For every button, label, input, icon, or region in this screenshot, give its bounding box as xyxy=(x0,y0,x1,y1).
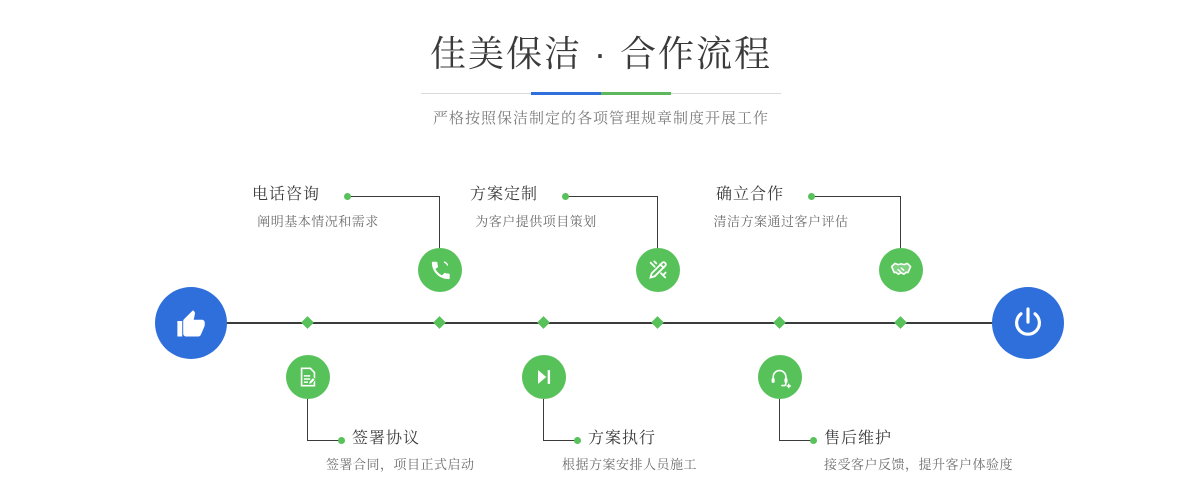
step-marker-6 xyxy=(773,316,786,329)
step-dot-2 xyxy=(338,437,345,444)
step-desc-6: 接受客户反馈，提升客户体验度 xyxy=(824,457,1014,472)
step-label-3 xyxy=(448,184,560,206)
step-connector-6-horizontal xyxy=(779,440,813,441)
power-icon xyxy=(1010,305,1046,341)
step-desc-wrap-3 xyxy=(406,210,666,232)
divider-accent-blue xyxy=(531,92,601,95)
step-desc-5: 清洁方案通过客户评估 xyxy=(713,214,849,229)
step-marker-3 xyxy=(651,316,664,329)
step-label-5 xyxy=(694,184,806,206)
step-icon-4 xyxy=(522,355,566,399)
step-dot-3 xyxy=(562,193,569,200)
step-title-6: 售后维护 xyxy=(824,430,893,447)
handshake-icon xyxy=(889,258,913,282)
step-dot-5 xyxy=(808,193,815,200)
step-desc-3: 为客户提供项目策划 xyxy=(475,214,597,229)
phone-ring-icon xyxy=(428,258,452,282)
page-header xyxy=(0,30,1202,128)
step-marker-1 xyxy=(433,316,446,329)
step-connector-6-vertical xyxy=(779,399,780,440)
step-marker-2 xyxy=(301,316,314,329)
step-title-3: 方案定制 xyxy=(469,186,538,203)
step-title-5: 确立合作 xyxy=(715,186,784,203)
step-desc-wrap-5 xyxy=(646,210,916,232)
step-icon-5 xyxy=(879,248,923,292)
title-divider xyxy=(421,92,781,95)
timeline-end-node xyxy=(992,287,1064,359)
step-title-2: 签署协议 xyxy=(352,430,421,447)
step-label-2 xyxy=(352,428,472,450)
page-subtitle: 严格按照保洁制定的各项管理规章制度开展工作 xyxy=(432,110,769,127)
step-label-6 xyxy=(824,428,944,450)
step-title-4: 方案执行 xyxy=(588,430,657,447)
step-dot-1 xyxy=(344,193,351,200)
pencil-ruler-icon xyxy=(646,258,670,282)
step-desc-wrap-2 xyxy=(326,453,546,475)
page-title: 佳美保洁 · 合作流程 xyxy=(430,33,772,74)
step-marker-4 xyxy=(537,316,550,329)
step-connector-5-horizontal xyxy=(812,196,900,197)
step-marker-5 xyxy=(894,316,907,329)
step-desc-2: 签署合同，项目正式启动 xyxy=(326,457,475,472)
step-title-1: 电话咨询 xyxy=(251,186,320,203)
step-dot-4 xyxy=(574,437,581,444)
step-connector-2-horizontal xyxy=(307,440,341,441)
step-icon-3 xyxy=(636,248,680,292)
step-connector-3-horizontal xyxy=(566,196,657,197)
step-desc-1: 阐明基本情况和需求 xyxy=(257,214,379,229)
timeline xyxy=(0,150,1202,502)
step-label-1 xyxy=(230,184,342,206)
step-connector-1-horizontal xyxy=(348,196,439,197)
step-label-4 xyxy=(588,428,708,450)
thumbs-up-icon xyxy=(174,306,208,340)
divider-accent-green xyxy=(601,92,671,95)
step-desc-wrap-6 xyxy=(824,453,1104,475)
step-icon-1 xyxy=(418,248,462,292)
step-desc-4: 根据方案安排人员施工 xyxy=(562,457,698,472)
timeline-start-node xyxy=(155,287,227,359)
headset-support-icon xyxy=(769,366,792,389)
document-edit-icon xyxy=(297,366,319,388)
step-icon-2 xyxy=(286,355,330,399)
step-desc-wrap-4 xyxy=(562,453,792,475)
step-dot-6 xyxy=(810,437,817,444)
step-connector-2-vertical xyxy=(307,399,308,440)
step-icon-6 xyxy=(758,355,802,399)
play-forward-icon xyxy=(533,366,555,388)
step-connector-4-horizontal xyxy=(543,440,577,441)
step-connector-4-vertical xyxy=(543,399,544,440)
